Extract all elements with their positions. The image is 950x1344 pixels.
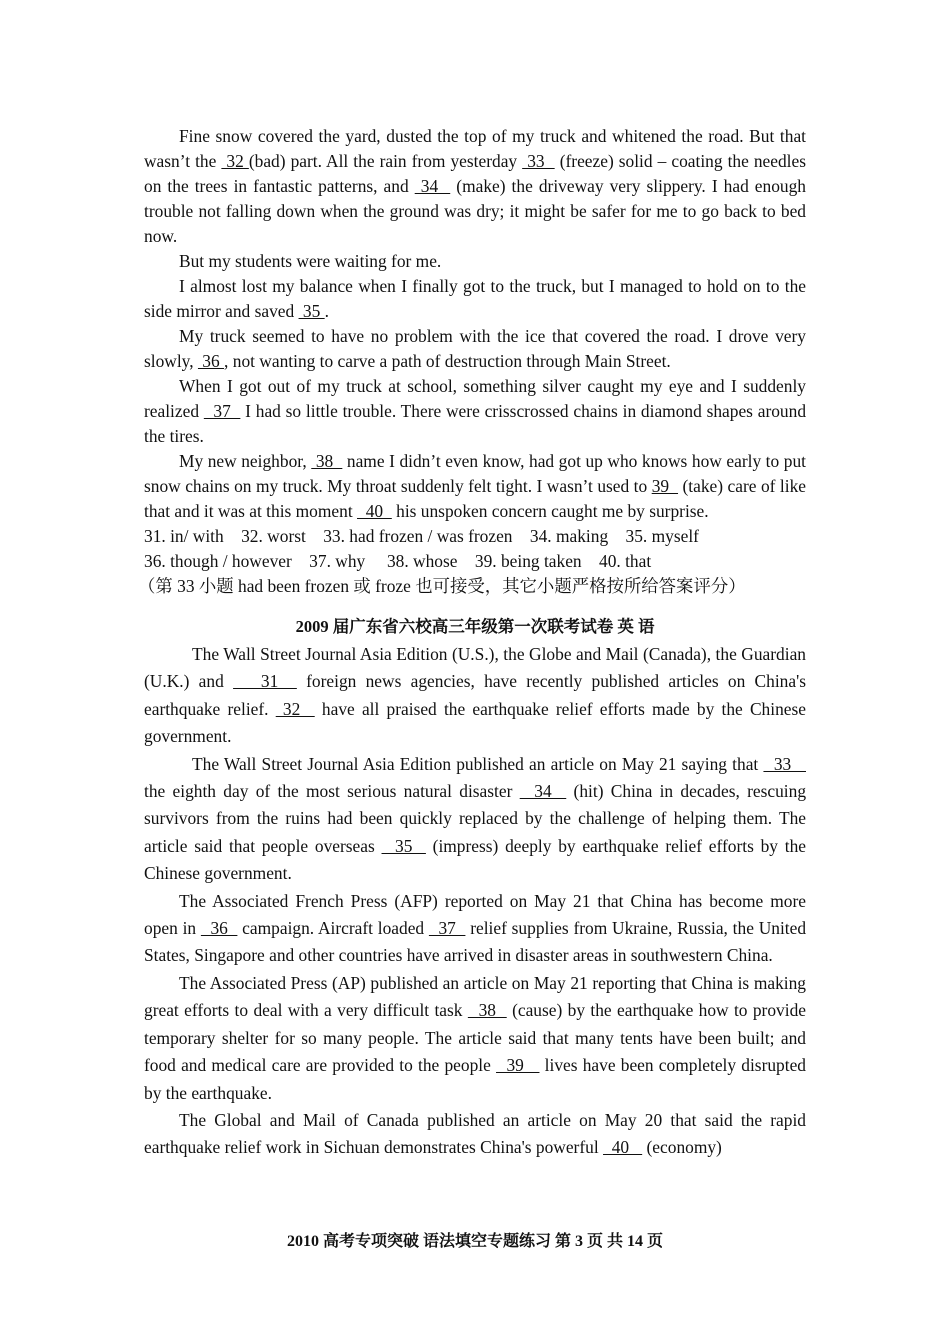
blank-2-40: 40 <box>603 1137 643 1158</box>
blank-37: 37 <box>203 401 241 421</box>
blank-34: 34 <box>414 176 451 196</box>
paragraph-2-5: The Global and Mail of Canada published an article on May 20 that said the rapid earthquake relief work in Sichuan demonstrates China's powerful 40 (economy) <box>144 1109 806 1158</box>
blank-32: 32 <box>221 151 249 171</box>
blank-38: 38 <box>311 451 343 471</box>
paragraph-5: When I got out of my truck at school, something silver caught my eye and I suddenly realized 37 I had so little trouble. There were crisscrossed chains in diamond shapes around the tires. <box>144 376 807 446</box>
document-page <box>138 124 807 1162</box>
blank-40: 40 <box>357 501 392 521</box>
section-title: 2009 届广东省六校高三年级第一次联考试卷 英 语 <box>295 617 655 636</box>
blank-2-39: 39 <box>496 1055 540 1076</box>
grading-note: （第 33 小题 had been frozen 或 froze 也可接受，其它小题严格按所给答案评分） <box>138 576 746 596</box>
paragraph-4: My truck seemed to have no problem with the ice that covered the road. I drove very slowly, 36 , not wanting to carve a path of destruction through Main Street. <box>144 326 806 371</box>
paragraph-2-1: The Wall Street Journal Asia Edition (U.S.), the Globe and Mail (Canada), the Guardian (U.K.) and 31 foreign news agencies, have recently published articles on China's earthquake relief. 32 have all praised the earthquake relief efforts made by the Chinese government. <box>144 644 806 747</box>
paragraph-2-3: The Associated French Press (AFP) reported on May 21 that China has become more open in 36 campaign. Aircraft loaded 37 relief supplies from Ukraine, Russia, the United States, Singapore and other countries have arrived in disaster areas in southwestern China. <box>144 890 807 966</box>
paragraph-1: Fine snow covered the yard, dusted the top of my truck and whitened the road. But that wasn’t the 32 (bad) part. All the rain from yesterday 33 (freeze) solid – coating the needles on the trees in fantastic patterns, and 34 (make) the driveway very slippery. I had enough trouble not falling down when the ground was dry; it might be safer for me to go back to bed now. <box>144 126 807 246</box>
blank-33: 33 <box>522 151 555 171</box>
paragraph-2-2: The Wall Street Journal Asia Edition published an article on May 21 saying that 33 the eighth day of the most serious natural disaster 34 (hit) China in decades, rescuing survivors from the ruins had been quickly replaced by the challenge of helping them. The article said that people overseas 35 (impress) deeply by earthquake relief efforts by the Chinese government. <box>144 753 807 884</box>
blank-39: 39 <box>651 476 679 496</box>
paragraph-2-4: The Associated Press (AP) published an article on May 21 reporting that China is making great efforts to deal with a very difficult task 38 (cause) by the earthquake how to provide temporary shelter for so many people. The article said that many tents have been built; and food and medical care are provided to the people 39 lives have been completely disrupted by the earthquake. <box>144 972 806 1103</box>
blank-2-34: 34 <box>519 781 567 802</box>
paragraph-2: But my students were waiting for me. <box>179 251 442 271</box>
blank-2-36: 36 <box>200 918 238 939</box>
blank-2-35: 35 <box>381 835 426 856</box>
answer-key-line-2: 36. though / however 37. why 38. whose 39. being taken 40. that <box>144 551 652 571</box>
blank-2-31: 31 <box>233 671 297 692</box>
blank-2-38: 38 <box>467 1000 507 1021</box>
blank-36: 36 <box>197 351 225 371</box>
cloze-passage-1 <box>138 124 807 599</box>
blank-2-32: 32 <box>275 698 315 719</box>
page-footer: 2010 高考专项突破 语法填空专题练习 第 3 页 共 14 页 <box>286 1233 663 1250</box>
blank-2-37: 37 <box>428 918 466 939</box>
blank-35: 35 <box>298 301 325 321</box>
cloze-passage-2 <box>144 641 806 1162</box>
blank-2-33: 33 <box>763 753 806 774</box>
paragraph-3: I almost lost my balance when I finally got to the truck, but I managed to hold on to the side mirror and saved 35 . <box>144 276 806 321</box>
paragraph-6: My new neighbor, 38 name I didn’t even know, had got up who knows how early to put snow chains on my truck. My throat suddenly felt tight. I wasn’t used to 39 (take) care of like that and it was at this moment 40 his unspoken concern caught me by surprise. <box>144 451 806 521</box>
answer-key-line-1: 31. in/ with 32. worst 33. had frozen / was frozen 34. making 35. myself <box>144 526 699 546</box>
